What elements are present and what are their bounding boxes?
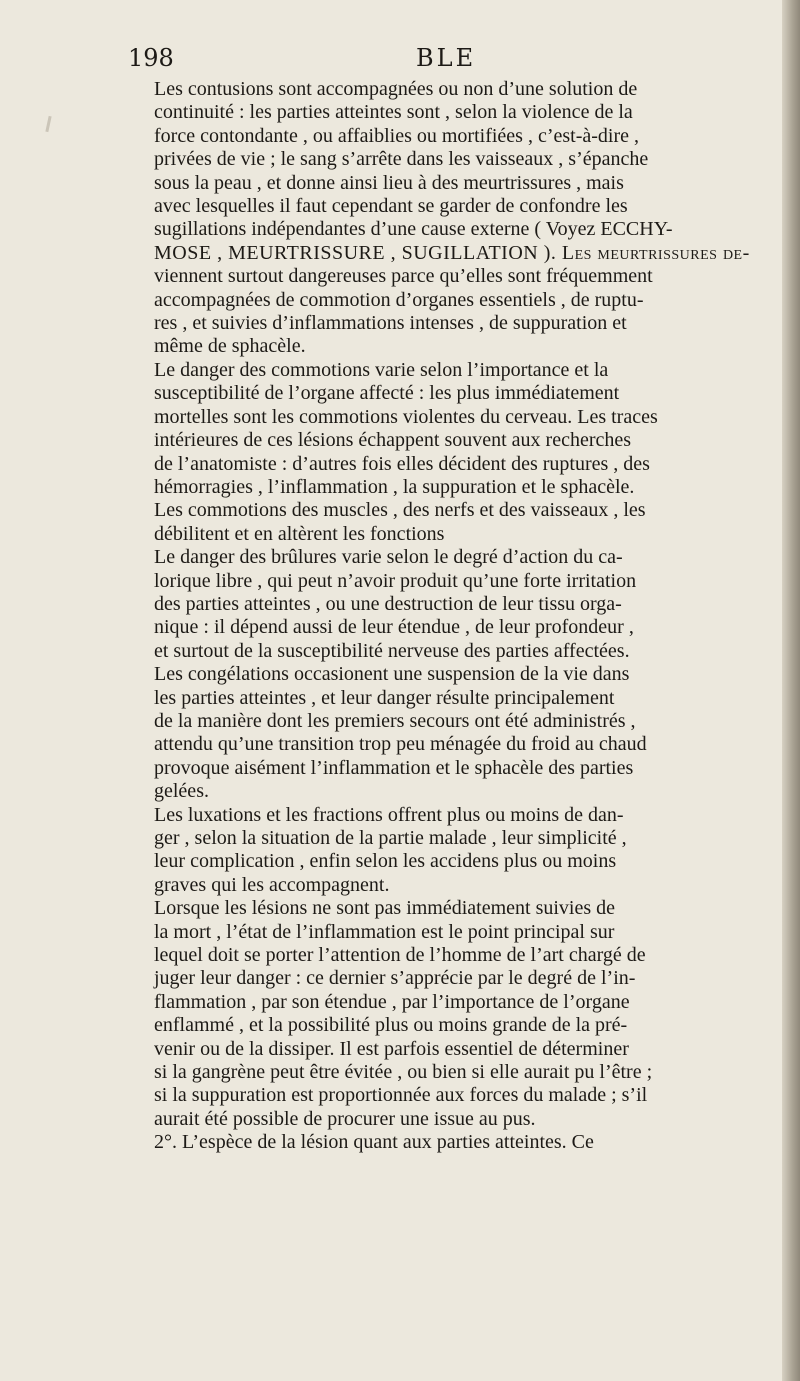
text-line: la mort , l’état de l’inflammation est le point principal sur xyxy=(154,920,615,943)
text-line: aurait été possible de procurer une issue au pus. xyxy=(154,1107,536,1130)
page-number: 198 xyxy=(128,44,174,72)
page-edge xyxy=(782,0,800,1381)
text-line: viennent surtout dangereuses parce qu’elles sont fréquemment xyxy=(154,265,653,288)
text-line: provoque aisément l’inflammation et le sphacèle des parties xyxy=(154,756,634,779)
text-line: si la gangrène peut être évitée , ou bien si elle aurait pu l’être ; xyxy=(154,1061,653,1084)
text-line: intérieures de ces lésions échappent souvent aux recherches xyxy=(154,429,632,452)
paragraph-luxations xyxy=(130,804,766,898)
text-line: res , et suivies d’inflammations intenses , de suppuration et xyxy=(154,312,627,335)
text-line: juger leur danger : ce dernier s’apprécie par le degré de l’in- xyxy=(154,967,636,990)
paragraph-congelations xyxy=(130,663,766,803)
text-line: Les luxations et les fractions offrent plus ou moins de dan- xyxy=(154,803,624,826)
text-line: Les commotions des muscles , des nerfs et des vaisseaux , les xyxy=(154,499,646,522)
page-header xyxy=(128,44,768,80)
text-line: flammation , par son étendue , par l’importance de l’organe xyxy=(154,990,630,1013)
text-line: les parties atteintes , et leur danger résulte principalement xyxy=(154,686,615,709)
text-line: sugillations indépendantes d’une cause externe ( Voyez ECCHY- xyxy=(154,218,673,241)
text-line: lorique libre , qui peut n’avoir produit qu’une forte irritation xyxy=(154,569,637,592)
paragraph-final-line xyxy=(130,1131,766,1154)
text-line: mortelles sont les commotions violentes du cerveau. Les traces xyxy=(154,405,658,428)
text-line: sous la peau , et donne ainsi lieu à des meurtrissures , mais xyxy=(154,171,624,194)
text-line: de l’anatomiste : d’autres fois elles décident des ruptures , des xyxy=(154,452,650,475)
text-line: nique : il dépend aussi de leur étendue , de leur profondeur , xyxy=(154,616,634,639)
paragraph-lesions xyxy=(130,897,766,1131)
text-line: susceptibilité de l’organe affecté : les plus immédiatement xyxy=(154,382,620,405)
text-line: lequel doit se porter l’attention de l’homme de l’art chargé de xyxy=(154,944,646,967)
paragraph-commotions xyxy=(130,359,766,546)
text-line: continuité : les parties atteintes sont , selon la violence de la xyxy=(154,101,633,124)
text-line: Lorsque les lésions ne sont pas immédiatement suivies de xyxy=(154,897,616,920)
text-line: leur complication , enfin selon les accidens plus ou moins xyxy=(154,850,617,873)
body-text xyxy=(130,78,766,1155)
text-line: des parties atteintes , ou une destruction de leur tissu orga- xyxy=(154,592,622,615)
text-line: accompagnées de commotion d’organes essentiels , de ruptu- xyxy=(154,288,644,311)
text-line: graves qui les accompagnent. xyxy=(154,873,390,896)
paragraph-brulures xyxy=(130,546,766,663)
text-line: et surtout de la susceptibilité nerveuse des parties affectées. xyxy=(154,639,630,662)
text-line: avec lesquelles il faut cependant se garder de confondre les xyxy=(154,195,628,218)
text-line: MOSE , MEURTRISSURE , SUGILLATION ). Les meurtrissures de- xyxy=(154,241,750,264)
text-line: de la manière dont les premiers secours ont été administrés , xyxy=(154,709,636,732)
text-line: venir ou de la dissiper. Il est parfois essentiel de déterminer xyxy=(154,1037,629,1060)
text-line: Les contusions sont accompagnées ou non d’une solution de xyxy=(154,78,638,100)
text-line: ger , selon la situation de la partie malade , leur simplicité , xyxy=(154,827,627,849)
text-line: débilitent et en altèrent les fonctions xyxy=(154,522,445,545)
text-line: enflammé , et la possibilité plus ou moins grande de la pré- xyxy=(154,1014,628,1037)
text-line: Les congélations occasionent une suspension de la vie dans xyxy=(154,663,630,686)
text-line: 2°. L’espèce de la lésion quant aux parties atteintes. Ce xyxy=(154,1131,594,1154)
running-head: BLE xyxy=(416,44,477,72)
text-line: attendu qu’une transition trop peu ménagée du froid au chaud xyxy=(154,733,647,756)
paragraph-contusions xyxy=(130,78,766,359)
text-line: hémorragies , l’inflammation , la suppuration et le sphacèle. xyxy=(154,475,635,498)
text-line: si la suppuration est proportionnée aux forces du malade ; s’il xyxy=(154,1084,648,1107)
text-line: Le danger des brûlures varie selon le degré d’action du ca- xyxy=(154,546,623,569)
text-line: même de sphacèle. xyxy=(154,335,306,358)
text-line: force contondante , ou affaiblies ou mortifiées , c’est-à-dire , xyxy=(154,124,639,147)
text-line: Le danger des commotions varie selon l’importance et la xyxy=(154,358,609,381)
text-line: gelées. xyxy=(154,780,209,803)
text-line: privées de vie ; le sang s’arrête dans les vaisseaux , s’épanche xyxy=(154,148,649,171)
